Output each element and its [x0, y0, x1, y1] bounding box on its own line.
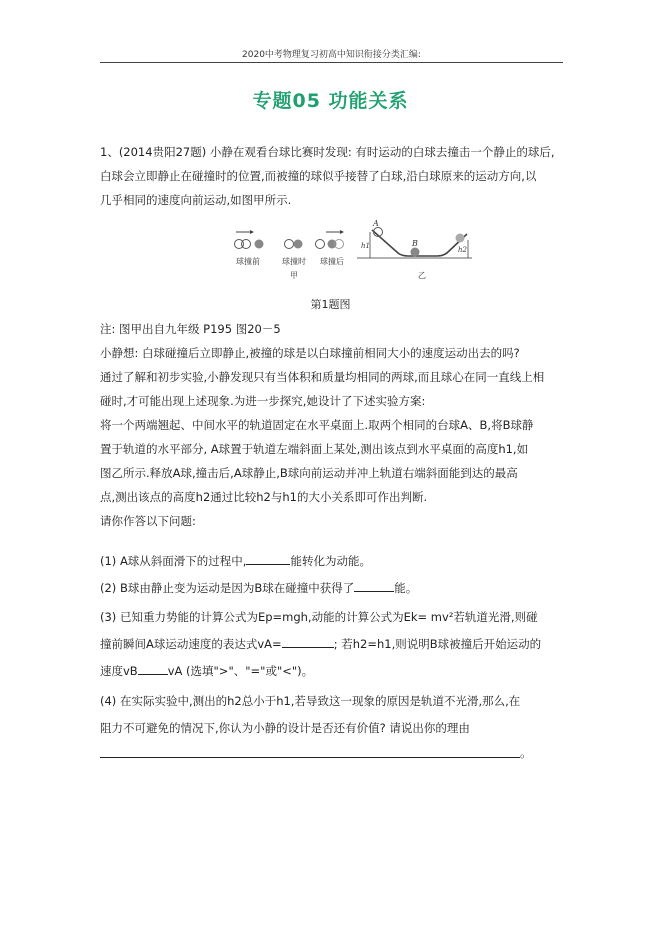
label-h1: h1 [361, 242, 370, 250]
body-line-1: 小静想: 白球碰撞后立即静止,被撞的球是以白球撞前相同大小的速度运动出去的吗? [100, 346, 520, 360]
q1-answer-blank[interactable] [246, 552, 290, 565]
target-ball [255, 240, 264, 249]
page-header: 2020中考物理复习初高中知识衔接分类汇编: [242, 50, 421, 60]
track-group [357, 220, 472, 280]
before-collision-group [235, 230, 264, 266]
body-line-4: 将一个两端翘起、中间水平的轨道固定在水平桌面上.取两个相同的台球A、B,将B球静 [100, 418, 534, 432]
q2-answer-blank[interactable] [354, 579, 394, 592]
question-1-sub [100, 549, 570, 573]
white-ball-trail [242, 240, 251, 249]
label-during: 球撞时 [282, 257, 306, 266]
experiment-figure [232, 220, 472, 292]
question-4-line-2: 阻力不可避免的情况下,你认为小静的设计是否还有价值? 请说出你的理由 [100, 721, 470, 735]
white-ball [316, 240, 325, 249]
q3-text-c: 速度vB [100, 664, 138, 678]
during-collision-group [282, 240, 306, 281]
after-collision-group [316, 230, 345, 266]
ball-b [411, 248, 420, 257]
question-1-line-3: 几乎相同的速度向前运动,如图甲所示. [100, 193, 292, 207]
label-a: A [373, 220, 379, 228]
ball-b-final [456, 234, 465, 243]
experiment-diagram [232, 220, 472, 288]
q1-text-a: (1) A球从斜面滑下的过程中, [100, 554, 247, 568]
q4-answer-line[interactable] [100, 757, 520, 758]
body-line-5: 置于轨道的水平部分, A球置于轨道左端斜面上某处,测出该点到水平桌面的高度h1,如 [100, 442, 529, 456]
note-line: 注: 图甲出自九年级 P195 图20－5 [100, 322, 281, 336]
q2-text-b: 能。 [394, 581, 418, 595]
figure-caption: 第1题图 [310, 298, 351, 311]
question-3-line-3 [100, 659, 570, 683]
white-ball [285, 240, 294, 249]
page-title: 专题05 功能关系 [252, 90, 409, 112]
question-3-line-1: (3) 已知重力势能的计算公式为Ep=mgh,动能的计算公式为Ek= mv²若轨道光滑,则碰 [100, 610, 538, 624]
q2-text-a: (2) B球由静止变为运动是因为B球在碰撞中获得了 [100, 581, 355, 595]
body-line-3: 碰时,才可能出现上述现象.为进一步探究,她设计了下述实验方案: [100, 394, 426, 408]
label-after: 球撞后 [320, 257, 344, 266]
target-ball [294, 240, 303, 249]
velocity-arrow-head [340, 230, 344, 234]
question-1-line-1: 1、(2014贵阳27题) 小静在观看台球比赛时发现: 有时运动的白球去撞击一个静止的球后, [100, 145, 555, 159]
question-3-line-2 [100, 632, 570, 656]
track [372, 230, 467, 256]
body-line-6: 图乙所示.释放A球,撞击后,A球静止,B球向前运动并冲上轨道右端斜面能到达的最高 [100, 466, 518, 480]
q3-text-d: vA (选填">"、"="或"<")。 [167, 664, 314, 678]
label-before: 球撞前 [236, 257, 260, 266]
label-yi: 乙 [418, 271, 426, 280]
q3-text-a: 撞前瞬间A球运动速度的表达式vA= [100, 637, 282, 651]
q1-text-b: 能转化为动能。 [290, 554, 371, 568]
body-line-7: 点,测出该点的高度h2通过比较h2与h1的大小关系即可作出判断. [100, 490, 428, 504]
q3-speed-blank[interactable] [282, 635, 334, 648]
velocity-arrow-head [250, 230, 254, 234]
question-2-sub [100, 576, 570, 600]
label-b: B [412, 239, 418, 248]
q3-text-b: ; 若h2=h1,则说明B球被撞后开始运动的 [333, 637, 542, 651]
body-line-2: 通过了解和初步实验,小静发现只有当体积和质量均相同的两球,而且球心在同一直线上相 [100, 370, 545, 384]
question-1-line-2: 白球会立即静止在碰撞时的位置,而被撞的球似乎接替了白球,沿白球原来的运动方向,以 [100, 169, 537, 183]
header-divider [100, 62, 563, 63]
body-line-8: 请你作答以下问题: [100, 514, 196, 528]
q3-compare-blank[interactable] [138, 662, 168, 675]
question-4-line-1: (4) 在实际实验中,测出的h2总小于h1,若导致这一现象的原因是轨道不光滑,那么,在 [100, 694, 521, 708]
q4-period: 。 [520, 746, 533, 760]
label-h2: h2 [458, 246, 467, 254]
label-jia: 甲 [290, 271, 298, 280]
